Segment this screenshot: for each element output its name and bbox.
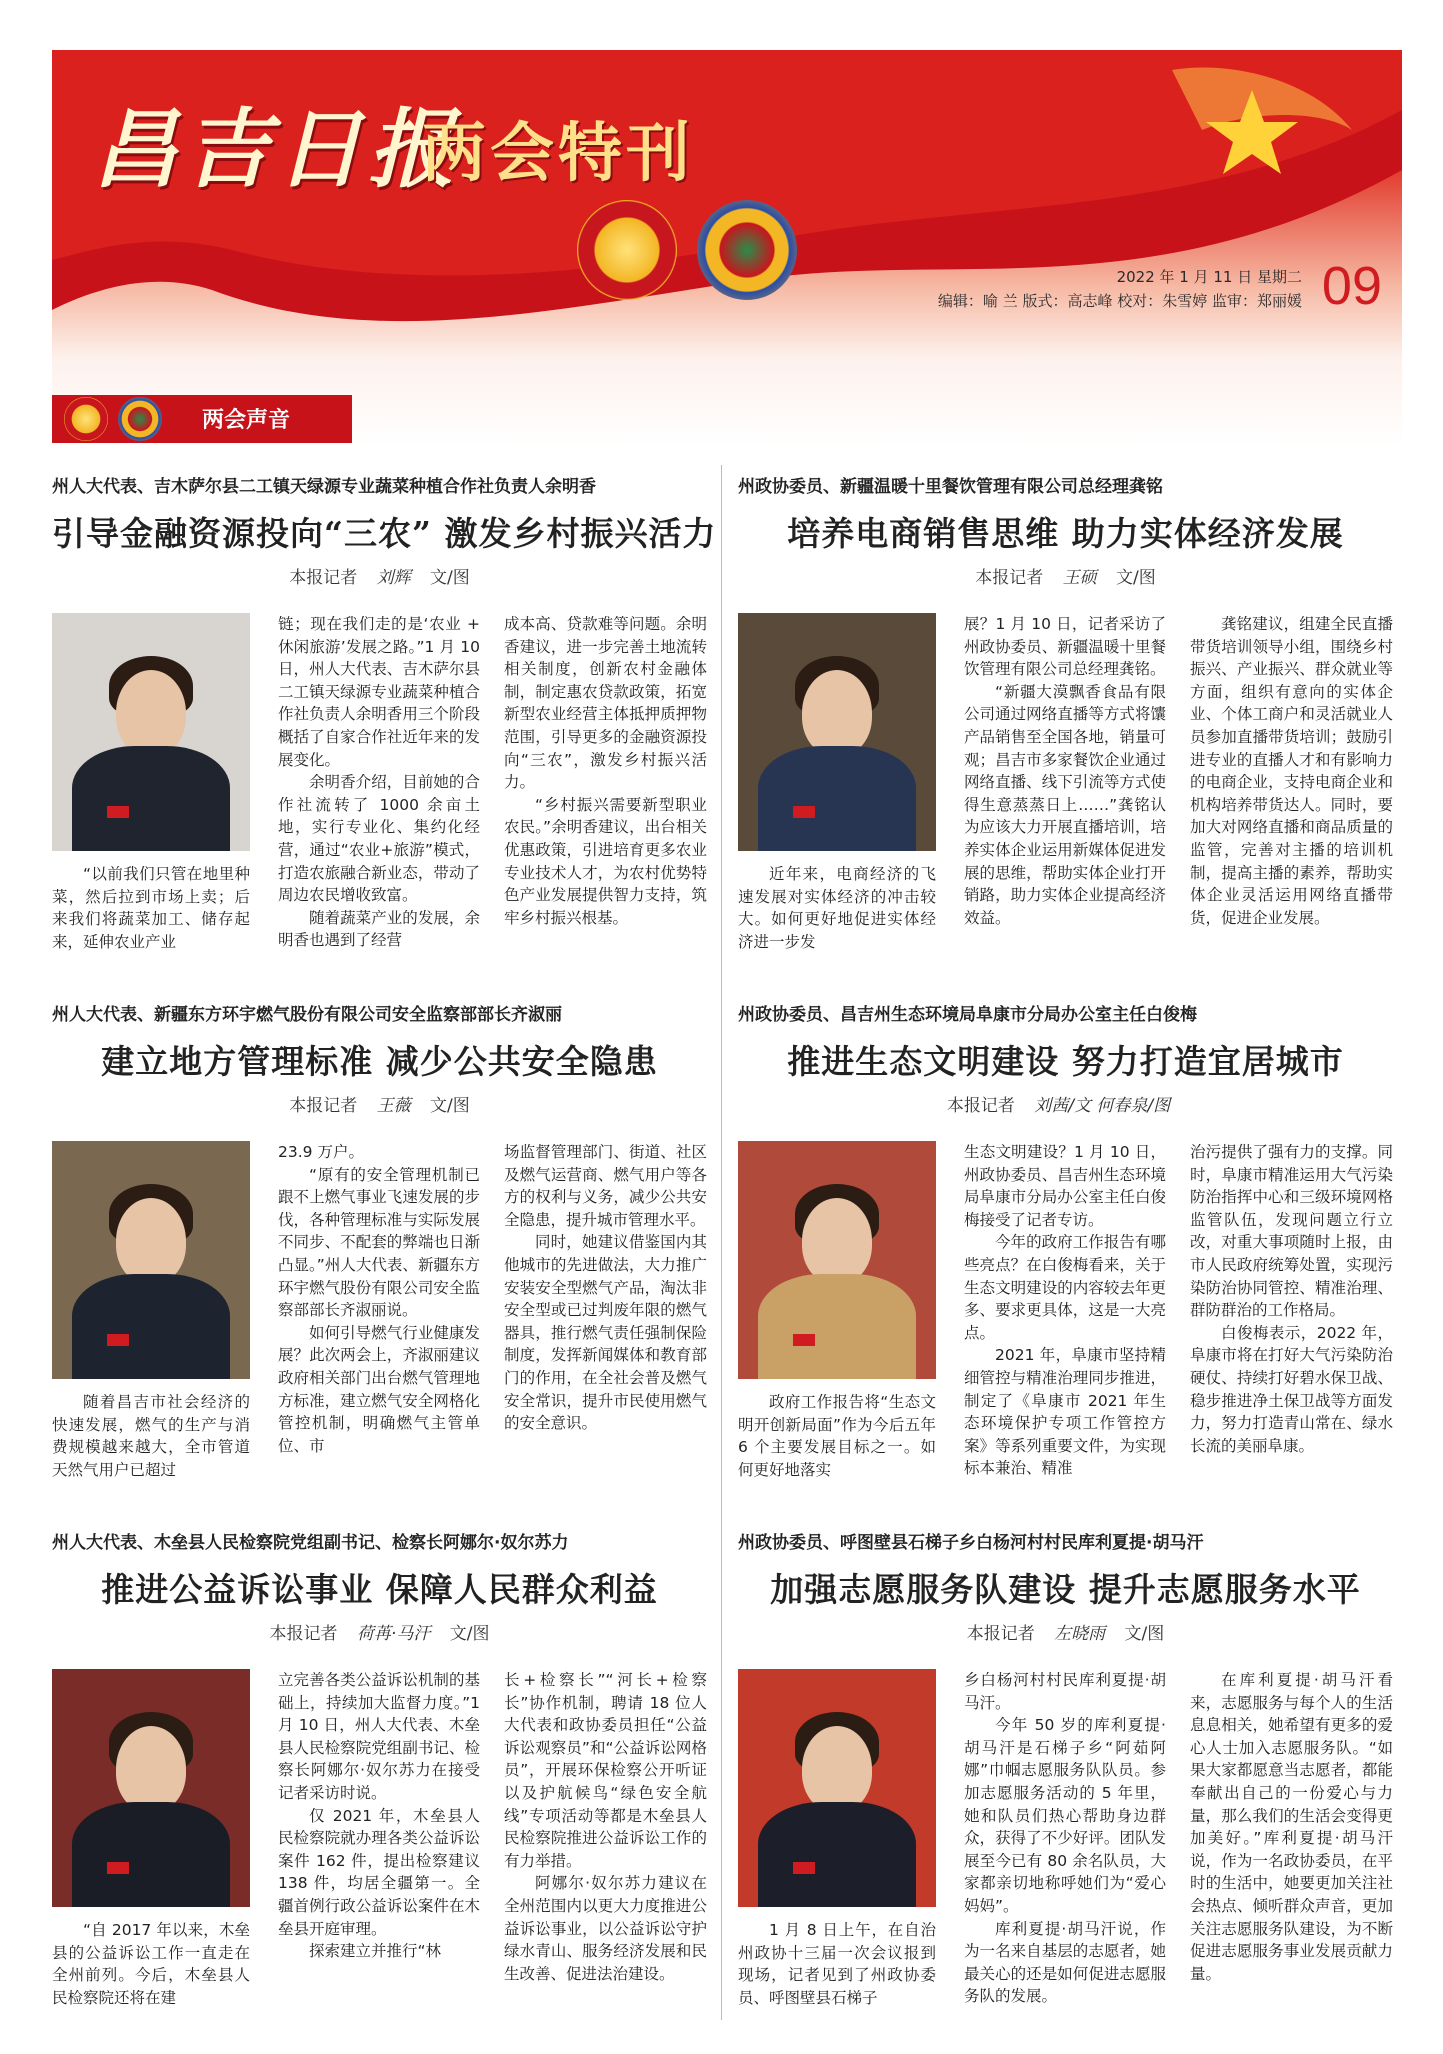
article-byline xyxy=(738,563,1393,588)
special-edition-title: 两会特刊 xyxy=(422,116,694,191)
article-column-1: 政府工作报告将“生态文明开创新局面”作为今后五年 6 个主要发展目标之一。如何更好地落实 xyxy=(738,1393,936,1479)
cppcc-emblem-icon xyxy=(697,200,797,300)
byline-prefix: 本报记者 xyxy=(289,568,358,588)
article-kicker: 州政协委员、呼图壁县石梯子乡白杨河村村民库利夏提·胡马汗 xyxy=(738,1533,1204,1553)
article-column-3 xyxy=(1190,1141,1393,1457)
article-byline xyxy=(52,563,707,588)
paragraph: 今年 50 岁的库利夏提·胡马汗是石梯子乡“阿茹阿娜”巾帼志愿服务队队员。参加志愿服务活动的 5 年里，她和队员们热心帮助身边群众，获得了不少好评。团队发展至今已有 80 余名队员，大家都亲切地称呼她们为“爱心妈妈”。 xyxy=(964,1716,1166,1915)
article-body xyxy=(738,1669,1393,2047)
byline-prefix: 本报记者 xyxy=(975,568,1044,588)
article-column-1: 近年来，电商经济的飞速发展对实体经济的冲击较大。如何更好地促进实体经济进一步发 xyxy=(738,865,936,951)
paragraph: 立完善各类公益诉讼机制的基础上，持续加大监督力度。”1 月 10 日，州人大代表、木垒县人民检察院党组副书记、检察长阿娜尔·奴尔苏力在接受记者采访时说。 xyxy=(278,1671,480,1802)
delegate-badge-icon xyxy=(107,806,129,818)
article-body xyxy=(738,1141,1393,1519)
article-column-3 xyxy=(1190,1669,1393,1985)
article-column-3 xyxy=(504,613,707,929)
article-kicker: 州人大代表、吉木萨尔县二工镇天绿源专业蔬菜种植合作社负责人余明香 xyxy=(52,477,596,497)
article-column-2 xyxy=(278,613,480,952)
article xyxy=(52,1528,707,2047)
paragraph: 展？1 月 10 日，记者采访了州政协委员、新疆温暖十里餐饮管理有限公司总经理龚铭。 xyxy=(964,615,1166,679)
issue-date: 2022 年 1 月 11 日 星期二 xyxy=(1116,268,1302,286)
section-bar xyxy=(52,395,352,443)
national-emblem-icon xyxy=(64,397,108,441)
byline-reporter: 左晓雨 xyxy=(1054,1624,1106,1644)
article-column-2 xyxy=(964,1141,1166,1480)
article-headline: 建立地方管理标准 减少公共安全隐患 xyxy=(101,1042,658,1081)
article-column-1: 随着昌吉市社会经济的快速发展，燃气的生产与消费规模越来越大，全市管道天然气用户已超过 xyxy=(52,1393,250,1479)
paragraph: 余明香介绍，目前她的合作社流转了 1000 余亩土地，实行专业化、集约化经营，通过“农业+旅游”模式，打造农旅融合新业态，带动了周边农民增收致富。 xyxy=(278,773,480,905)
byline-suffix: 文/图 xyxy=(1124,1624,1165,1644)
paragraph: 库利夏提·胡马汗说，作为一名来自基层的志愿者，她最关心的还是如何促进志愿服务队的发展。 xyxy=(964,1919,1166,2006)
paragraph: 成本高、贷款难等问题。余明香建议，进一步完善土地流转相关制度，创新农村金融体制，制定惠农贷款政策，拓宽新型农业经营主体抵押质押物范围，引导更多的金融资源投向“三农”，激发乡村振兴活力。 xyxy=(504,615,707,792)
portrait-photo xyxy=(52,1669,250,1907)
article-headline: 引导金融资源投向“三农” 激发乡村振兴活力 xyxy=(52,514,717,553)
article xyxy=(738,1000,1393,1519)
article-headline: 推进生态文明建设 努力打造宜居城市 xyxy=(787,1042,1344,1081)
article-column-1: 1 月 8 日上午，在自治州政协十三届一次会议报到现场，记者见到了州政协委员、呼图壁县石梯子 xyxy=(738,1921,936,2007)
article xyxy=(52,472,717,991)
article-body xyxy=(738,613,1393,991)
article-column-1: “以前我们只管在地里种菜，然后拉到市场上卖；后来我们将蔬菜加工、储存起来，延伸农业产业 xyxy=(52,865,250,951)
paragraph: 治污提供了强有力的支撑。同时，阜康市精准运用大气污染防治指挥中心和三级环境网格监管队伍，发现问题立行立改，对重大事项随时上报，由市人民政府统筹处置，实现污染防治协同管控、精准治理、群防群治的工作格局。 xyxy=(1190,1143,1393,1320)
delegate-badge-icon xyxy=(107,1334,129,1346)
paragraph: “乡村振兴需要新型职业农民。”余明香建议，出台相关优惠政策，引进培育更多农业专业技术人才，为农村优势特色产业发展提供智力支持，筑牢乡村振兴根基。 xyxy=(504,795,707,927)
delegate-badge-icon xyxy=(793,806,815,818)
column-divider xyxy=(721,465,722,2020)
portrait-photo xyxy=(738,613,936,851)
article-column-3 xyxy=(504,1141,707,1435)
byline-suffix: 文/图 xyxy=(449,1624,490,1644)
delegate-badge-icon xyxy=(107,1862,129,1874)
paragraph: 场监督管理部门、街道、社区及燃气运营商、燃气用户等各方的权利与义务，减少公共安全隐患，提升城市管理水平。 xyxy=(504,1143,707,1229)
article-headline: 推进公益诉讼事业 保障人民群众利益 xyxy=(101,1570,658,1609)
byline-prefix: 本报记者 xyxy=(966,1624,1035,1644)
article-column-2 xyxy=(964,613,1166,929)
paragraph: 同时，她建议借鉴国内其他城市的先进做法，大力推广安装安全型燃气产品，淘汰非安全型或已过判废年限的燃气器具，推行燃气责任强制保险制度，发挥新闻媒体和教育部门的作用，在全社会普及燃气安全常识，提升市民使用燃气的安全意识。 xyxy=(504,1233,707,1433)
byline-reporter: 王薇 xyxy=(376,1096,411,1116)
portrait-photo xyxy=(738,1141,936,1379)
article-column-2 xyxy=(278,1141,480,1457)
article-byline xyxy=(52,1619,707,1644)
article xyxy=(738,472,1393,991)
paragraph: “原有的安全管理机制已跟不上燃气事业飞速发展的步伐，各种管理标准与实际发展不同步、不配套的弊端也日渐凸显。”州人大代表、新疆东方环宇燃气股份有限公司安全监察部部长齐淑丽说。 xyxy=(278,1165,480,1320)
delegate-badge-icon xyxy=(793,1862,815,1874)
article-body xyxy=(52,613,707,991)
portrait-photo xyxy=(52,1141,250,1379)
national-emblem-icon xyxy=(577,200,677,300)
article-kicker: 州政协委员、新疆温暖十里餐饮管理有限公司总经理龚铭 xyxy=(738,477,1163,497)
article-column-3 xyxy=(1190,613,1393,929)
article-headline: 加强志愿服务队建设 提升志愿服务水平 xyxy=(770,1570,1361,1609)
article-byline xyxy=(52,1091,707,1116)
paragraph: 阿娜尔·奴尔苏力建议在全州范围内以更大力度推进公益诉讼事业，以公益诉讼守护绿水青山、服务经济发展和民生改善、促进法治建设。 xyxy=(504,1874,707,1983)
paragraph: 如何引导燃气行业健康发展？此次两会上，齐淑丽建议政府相关部门出台燃气管理地方标准，建立燃气安全网格化管控机制，明确燃气主管单位、市 xyxy=(278,1323,480,1455)
byline-suffix: 文/图 xyxy=(430,1096,470,1116)
article xyxy=(52,1000,707,1519)
paragraph: 2021 年，阜康市坚持精细管控与精准治理同步推进，制定了《阜康市 2021 年生态环境保护专项工作管控方案》等系列重要文件，为实现标本兼治、精准 xyxy=(964,1346,1166,1478)
paragraph: 仅 2021 年，木垒县人民检察院就办理各类公益诉讼案件 162 件，提出检察建议 138 件，均居全疆第一。全疆首例行政公益诉讼案件在木垒县开庭审理。 xyxy=(278,1806,480,1938)
article-kicker: 州人大代表、木垒县人民检察院党组副书记、检察长阿娜尔·奴尔苏力 xyxy=(52,1533,569,1553)
paragraph: “新疆大漠飘香食品有限公司通过网络直播等方式将馕产品销售至全国各地，销量可观；昌吉市多家餐饮企业通过网络直播、线下引流等方式使得生意蒸蒸日上……”龚铭认为应该大力开展直播培训，培养实体企业运用新媒体促进发展的思维，帮助实体企业打开销路，助力实体企业提高经济效益。 xyxy=(964,682,1166,927)
paragraph: 在库利夏提·胡马汗看来，志愿服务与每个人的生活息息相关，她希望有更多的爱心人士加入志愿服务队。“如果大家都愿意当志愿者，都能奉献出自己的一份爱心与力量，那么我们的生活会变得更加美好。”库利夏提·胡马汗说，作为一名政协委员，在平时的生活中，她要更加关注社会热点、倾听群众声音，更加关注志愿服务队建设，为不断促进志愿服务事业发展贡献力量。 xyxy=(1190,1671,1393,1983)
byline-suffix: 文/图 xyxy=(430,568,470,588)
article-column-2 xyxy=(964,1669,1166,2008)
section-label: 两会声音 xyxy=(202,408,291,433)
article xyxy=(738,1528,1393,2047)
paragraph: 长+检察长”“河长+检察长”协作机制，聘请 18 位人大代表和政协委员担任“公益诉讼观察员”和“公益诉讼网格员”，开展环保检察公开听证以及护航候鸟“绿色安全航线”专项活动等都是木垒县人民检察院推进公益诉讼工作的有力举措。 xyxy=(504,1671,707,1870)
paragraph: 生态文明建设？1 月 10 日，州政协委员、昌吉州生态环境局阜康市分局办公室主任白俊梅接受了记者专访。 xyxy=(964,1143,1166,1229)
newspaper-title: 昌吉日报 xyxy=(92,99,460,200)
editorial-credits: 编辑：喻 兰 版式：高志峰 校对：朱雪婷 监审：郑丽媛 xyxy=(937,292,1302,310)
article-byline xyxy=(738,1619,1393,1644)
byline-reporter: 王硕 xyxy=(1062,568,1097,588)
byline-prefix: 本报记者 xyxy=(289,1096,358,1116)
article-body xyxy=(52,1141,707,1519)
byline-reporter: 刘茜/文 何春泉/图 xyxy=(1034,1096,1171,1116)
portrait-photo xyxy=(52,613,250,851)
byline-prefix: 本报记者 xyxy=(946,1096,1015,1116)
cppcc-emblem-icon xyxy=(118,397,162,441)
page-number: 09 xyxy=(1321,256,1382,316)
byline-reporter: 荷苒·马汗 xyxy=(356,1624,431,1644)
paragraph: 龚铭建议，组建全民直播带货培训领导小组，围绕乡村振兴、产业振兴、群众就业等方面，组织有意向的实体企业、个体工商户和灵活就业人员参加直播带货培训；鼓励引进专业的直播人才和有影响力的电商企业，支持电商企业和机构培养带货达人。同时，要加大对网络直播和商品质量的监管，完善对主播的培训机制，提高主播的素养，帮助实体企业灵活运用网络直播带货，促进企业发展。 xyxy=(1190,615,1393,927)
byline-suffix: 文/图 xyxy=(1116,568,1156,588)
paragraph: 探索建立并推行“林 xyxy=(309,1942,442,1961)
paragraph: 乡白杨河村村民库利夏提·胡马汗。 xyxy=(964,1671,1166,1712)
paragraph: 随着蔬菜产业的发展，余明香也遇到了经营 xyxy=(278,908,480,950)
paragraph: 链；现在我们走的是‘农业 + 休闲旅游’发展之路。”1 月 10 日，州人大代表、吉木萨尔县二工镇天绿源专业蔬菜种植合作社负责人余明香用三个阶段概括了自家合作社近年来的发展变化。 xyxy=(278,615,480,769)
paragraph: 今年的政府工作报告有哪些亮点？在白俊梅看来，关于生态文明建设的内容较去年更多、要求更具体，这是一大亮点。 xyxy=(964,1233,1166,1342)
portrait-photo xyxy=(738,1669,936,1907)
byline-prefix: 本报记者 xyxy=(269,1624,338,1644)
paragraph: 白俊梅表示，2022 年，阜康市将在打好大气污染防治硬仗、持续打好碧水保卫战、稳步推进净土保卫战等方面发力，努力打造青山常在、绿水长流的美丽阜康。 xyxy=(1190,1323,1393,1455)
article-headline: 培养电商销售思维 助力实体经济发展 xyxy=(787,514,1344,553)
delegate-badge-icon xyxy=(793,1334,815,1346)
article-byline xyxy=(738,1091,1393,1116)
article-kicker: 州政协委员、昌吉州生态环境局阜康市分局办公室主任白俊梅 xyxy=(738,1005,1197,1025)
issue-info xyxy=(938,265,1302,313)
byline-reporter: 刘辉 xyxy=(376,568,411,588)
article-column-2 xyxy=(278,1669,480,1963)
article-column-1: “自 2017 年以来，木垒县的公益诉讼工作一直走在全州前列。今后，木垒县人民检察院还将在建 xyxy=(52,1921,250,2007)
masthead xyxy=(52,50,1402,445)
article-column-3 xyxy=(504,1669,707,1985)
article-body xyxy=(52,1669,707,2047)
article-kicker: 州人大代表、新疆东方环宇燃气股份有限公司安全监察部部长齐淑丽 xyxy=(52,1005,562,1025)
paragraph: 23.9 万户。 xyxy=(278,1143,364,1161)
